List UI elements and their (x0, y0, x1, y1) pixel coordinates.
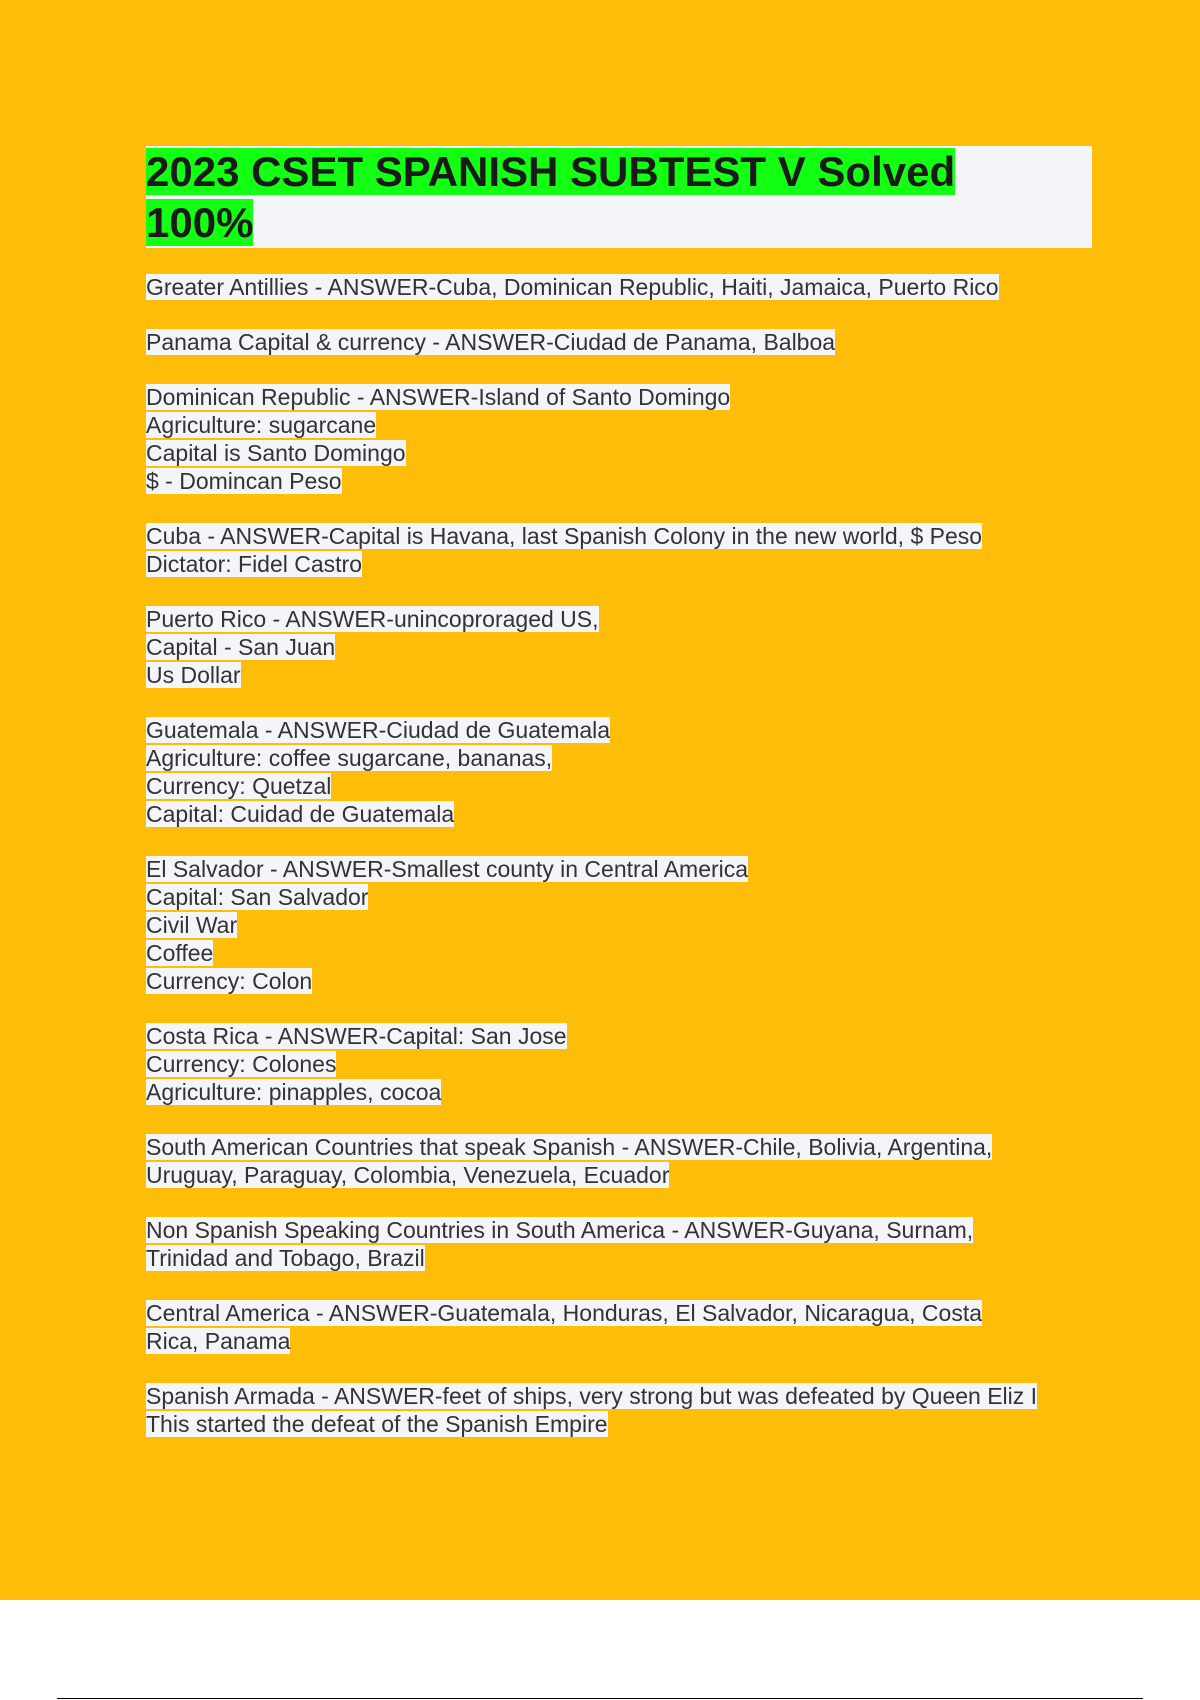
entry-line-text: Greater Antillies - ANSWER-Cuba, Dominican Republic, Haiti, Jamaica, Puerto Rico (146, 274, 999, 300)
entry-line (146, 522, 1146, 550)
entry-line-text: South American Countries that speak Spanish - ANSWER-Chile, Bolivia, Argentina, (146, 1134, 993, 1160)
entry-line-text: Agriculture: sugarcane (146, 412, 377, 438)
entry-line-text: Capital - San Juan (146, 634, 336, 660)
qa-entry (146, 273, 1146, 301)
qa-entry (146, 605, 1146, 689)
entry-line (146, 633, 1146, 661)
entry-line-text: Us Dollar (146, 662, 241, 688)
qa-entry (146, 1382, 1146, 1438)
entry-line-text: Agriculture: coffee sugarcane, bananas, (146, 745, 553, 771)
entry-line (146, 411, 1146, 439)
entry-line-text: Spanish Armada - ANSWER-feet of ships, very strong but was defeated by Queen Eliz I (146, 1383, 1038, 1409)
qa-entry (146, 1216, 1146, 1272)
entry-line-text: Capital: Cuidad de Guatemala (146, 801, 455, 827)
entry-line-text: Panama Capital & currency - ANSWER-Ciudad de Panama, Balboa (146, 329, 836, 355)
entry-line (146, 1161, 1146, 1189)
entry-line (146, 605, 1146, 633)
entry-line (146, 911, 1146, 939)
qa-entry (146, 1022, 1146, 1106)
entry-line-text: Capital: San Salvador (146, 884, 369, 910)
entry-line-text: Rica, Panama (146, 1328, 291, 1354)
entry-line-text: El Salvador - ANSWER-Smallest county in Central America (146, 856, 749, 882)
entry-line (146, 939, 1146, 967)
entry-line-text: Uruguay, Paraguay, Colombia, Venezuela, Ecuador (146, 1162, 670, 1188)
entry-line (146, 1410, 1146, 1438)
qa-entry (146, 1133, 1146, 1189)
entry-line-text: Civil War (146, 912, 238, 938)
entry-line (146, 439, 1146, 467)
entry-line (146, 661, 1146, 689)
entry-line (146, 328, 1146, 356)
entry-line (146, 1216, 1146, 1244)
entry-line-text: Non Spanish Speaking Countries in South America - ANSWER-Guyana, Surnam, (146, 1217, 974, 1243)
entry-line-text: Currency: Quetzal (146, 773, 332, 799)
entry-line-text: Puerto Rico - ANSWER-unincoproraged US, (146, 606, 599, 632)
entry-line-text: Currency: Colones (146, 1051, 337, 1077)
entry-line-text: Capital is Santo Domingo (146, 440, 406, 466)
entry-line-text: This started the defeat of the Spanish Empire (146, 1411, 608, 1437)
entry-line (146, 273, 1146, 301)
qa-entry (146, 1299, 1146, 1355)
entry-line (146, 772, 1146, 800)
entry-line-text: Currency: Colon (146, 968, 313, 994)
entry-line-text: Trinidad and Tobago, Brazil (146, 1245, 425, 1271)
qa-entry (146, 716, 1146, 828)
entry-line (146, 800, 1146, 828)
entry-line (146, 1022, 1146, 1050)
entry-line-text: Agriculture: pinapples, cocoa (146, 1079, 442, 1105)
qa-entry (146, 522, 1146, 578)
title-line-2: 100% (146, 199, 254, 246)
qa-entry (146, 855, 1146, 995)
entry-line (146, 550, 1146, 578)
entry-line-text: Dictator: Fidel Castro (146, 551, 363, 577)
entry-line (146, 1244, 1146, 1272)
entry-line (146, 1078, 1146, 1106)
qa-entry (146, 328, 1146, 356)
entry-line (146, 744, 1146, 772)
document-title (146, 146, 1006, 248)
entry-line (146, 1327, 1146, 1355)
entry-line-text: Dominican Republic - ANSWER-Island of Santo Domingo (146, 384, 731, 410)
entry-line (146, 883, 1146, 911)
title-line-1: 2023 CSET SPANISH SUBTEST V Solved (146, 148, 956, 195)
entry-line (146, 1382, 1146, 1410)
entry-line (146, 467, 1146, 495)
entry-line-text: Guatemala - ANSWER-Ciudad de Guatemala (146, 717, 611, 743)
footer-divider (57, 1698, 1143, 1699)
entry-line (146, 855, 1146, 883)
entry-line (146, 383, 1146, 411)
entry-line-text: Costa Rica - ANSWER-Capital: San Jose (146, 1023, 567, 1049)
qa-entry (146, 383, 1146, 495)
entry-line (146, 716, 1146, 744)
qa-list (146, 273, 1146, 1465)
entry-line-text: Central America - ANSWER-Guatemala, Honduras, El Salvador, Nicaragua, Costa (146, 1300, 983, 1326)
entry-line-text: Coffee (146, 940, 214, 966)
entry-line (146, 1050, 1146, 1078)
entry-line-text: Cuba - ANSWER-Capital is Havana, last Spanish Colony in the new world, $ Peso (146, 523, 983, 549)
entry-line (146, 1299, 1146, 1327)
entry-line-text: $ - Domincan Peso (146, 468, 342, 494)
entry-line (146, 967, 1146, 995)
entry-line (146, 1133, 1146, 1161)
